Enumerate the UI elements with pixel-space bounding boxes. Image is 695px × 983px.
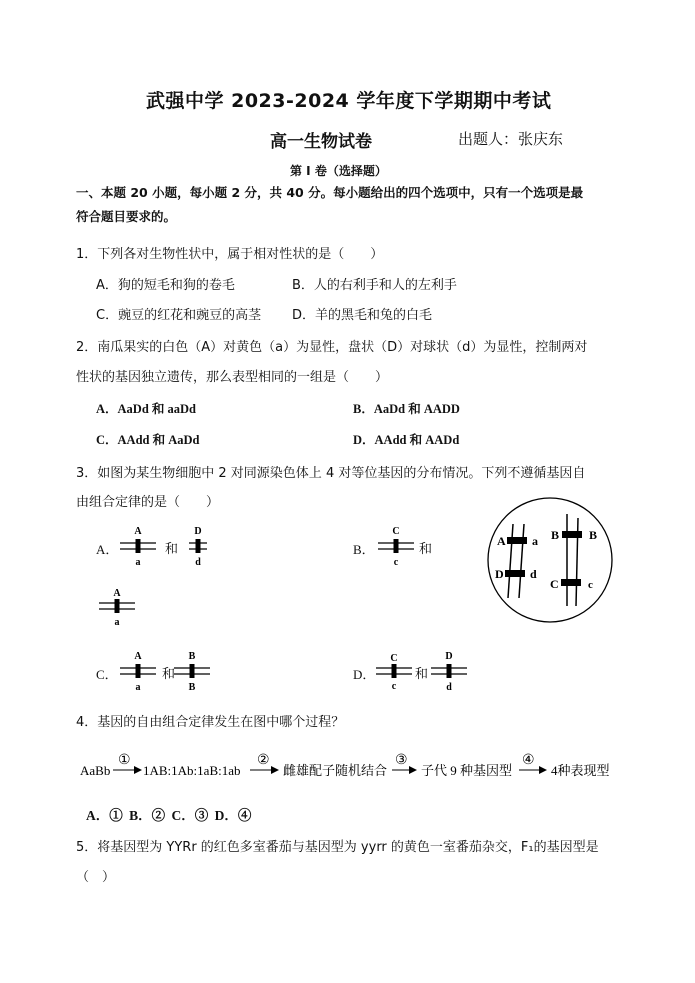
q2-option-d: D．AAdd 和 AADd (353, 433, 460, 447)
q4-flow-step-3: 子代 9 种基因型 (421, 763, 513, 778)
svg-text:D: D (445, 651, 453, 662)
svg-text:B: B (188, 651, 196, 662)
q4-flow-diagram (0, 748, 695, 798)
q1-stem: 1．下列各对生物性状中，属于相对性状的是（ ） (76, 247, 384, 262)
q4-options: A．① B．② C．③ D．④ (86, 808, 252, 823)
svg-text:A: A (134, 526, 142, 537)
q3-c-gene-pair-2 (174, 651, 210, 693)
q4-flow-step-4: 4种表现型 (551, 763, 610, 778)
q3-option-c-and: 和 (162, 667, 176, 682)
q4-flow-step-1: 1AB:1Ab:1aB:1ab (143, 763, 241, 778)
q2-stem-line-2: 性状的基因独立遗传，那么表型相同的一组是（ ） (76, 370, 389, 385)
svg-text:A: A (497, 534, 506, 548)
svg-text:B: B (589, 528, 598, 542)
q3-cell-diagram (488, 498, 612, 622)
section-heading: 第 I 卷（选择题） (290, 164, 387, 178)
svg-text:d: d (195, 557, 201, 568)
q3-stem-line-1: 3．如图为某生物细胞中 2 对同源染色体上 4 对等位基因的分布情况。下列不遵循基因自 (76, 466, 586, 481)
q3-option-b-and: 和 (419, 542, 433, 557)
q5-stem-line-1: 5．将基因型为 YYRr 的红色多室番茄与基因型为 yyrr 的黄色一室番茄杂交，F₁的基因型是 (76, 840, 599, 855)
q3-stem-line-2: 由组合定律的是（ ） (76, 495, 220, 510)
svg-text:C: C (390, 653, 398, 664)
instruction-line-1: 一、本题 20 小题，每小题 2 分，共 40 分。每小题给出的四个选项中，只有一个选项是最 (76, 185, 584, 200)
q3-option-d-label: D． (353, 667, 376, 682)
exam-title: 武强中学 2023-2024 学年度下学期期中考试 (146, 90, 552, 112)
q3-a-gene-pair-1 (120, 526, 156, 568)
q1-option-b: B．人的右利手和人的左利手 (292, 278, 457, 293)
exam-subtitle: 高一生物试卷 (270, 132, 372, 152)
q4-stem: 4．基因的自由组合定律发生在图中哪个过程？ (76, 715, 345, 730)
q3-a-gene-pair-3 (99, 588, 135, 628)
q3-d-gene-pair-2 (431, 651, 467, 693)
q4-flow-num-3: ③ (395, 753, 408, 768)
q4-flow-start: AaBb (80, 763, 111, 778)
svg-text:a: a (114, 617, 120, 628)
instruction-line-2: 符合题目要求的。 (76, 209, 177, 224)
exam-author: 出题人：张庆东 (458, 130, 564, 148)
svg-text:c: c (588, 579, 593, 591)
svg-text:D: D (495, 567, 504, 581)
svg-text:a: a (532, 534, 538, 548)
q1-option-d: D．羊的黑毛和兔的白毛 (292, 308, 433, 323)
svg-text:c: c (393, 557, 399, 568)
svg-text:c: c (391, 681, 397, 692)
svg-text:A: A (113, 588, 121, 599)
q4-flow-num-1: ① (118, 753, 131, 768)
q3-c-gene-pair-1 (120, 651, 156, 693)
q4-flow-num-2: ② (257, 753, 270, 768)
q3-option-a-and: 和 (165, 542, 179, 557)
svg-text:d: d (530, 567, 537, 581)
q3-option-d-and: 和 (415, 667, 429, 682)
q4-flow-step-2: 雌雄配子随机结合 (283, 763, 388, 778)
q2-option-a: A．AaDd 和 aaDd (96, 402, 197, 416)
q3-option-b-label: B． (353, 542, 375, 557)
svg-text:A: A (134, 651, 142, 662)
q1-option-c: C．豌豆的红花和豌豆的高茎 (96, 308, 262, 323)
svg-text:a: a (135, 682, 141, 693)
svg-text:B: B (551, 528, 560, 542)
svg-text:B: B (188, 682, 196, 693)
q1-option-a: A．狗的短毛和狗的卷毛 (96, 278, 235, 293)
svg-text:C: C (550, 577, 559, 591)
svg-text:d: d (446, 682, 452, 693)
q4-flow-num-4: ④ (522, 753, 535, 768)
svg-text:a: a (135, 557, 141, 568)
q3-d-gene-pair-1 (376, 653, 412, 692)
q3-option-c-label: C． (96, 667, 118, 682)
svg-text:D: D (194, 526, 202, 537)
q2-option-b: B．AaDd 和 AADD (353, 402, 460, 416)
q5-stem-line-2: （ ） (76, 870, 116, 885)
q3-a-gene-pair-2 (189, 526, 207, 568)
svg-text:C: C (392, 526, 400, 537)
q2-stem-line-1: 2．南瓜果实的白色（A）对黄色（a）为显性，盘状（D）对球状（d）为显性，控制两对 (76, 340, 588, 355)
q2-option-c: C．AAdd 和 AaDd (96, 433, 200, 447)
q3-option-a-label: A． (96, 542, 119, 557)
q3-b-gene-pair-1 (378, 526, 414, 568)
